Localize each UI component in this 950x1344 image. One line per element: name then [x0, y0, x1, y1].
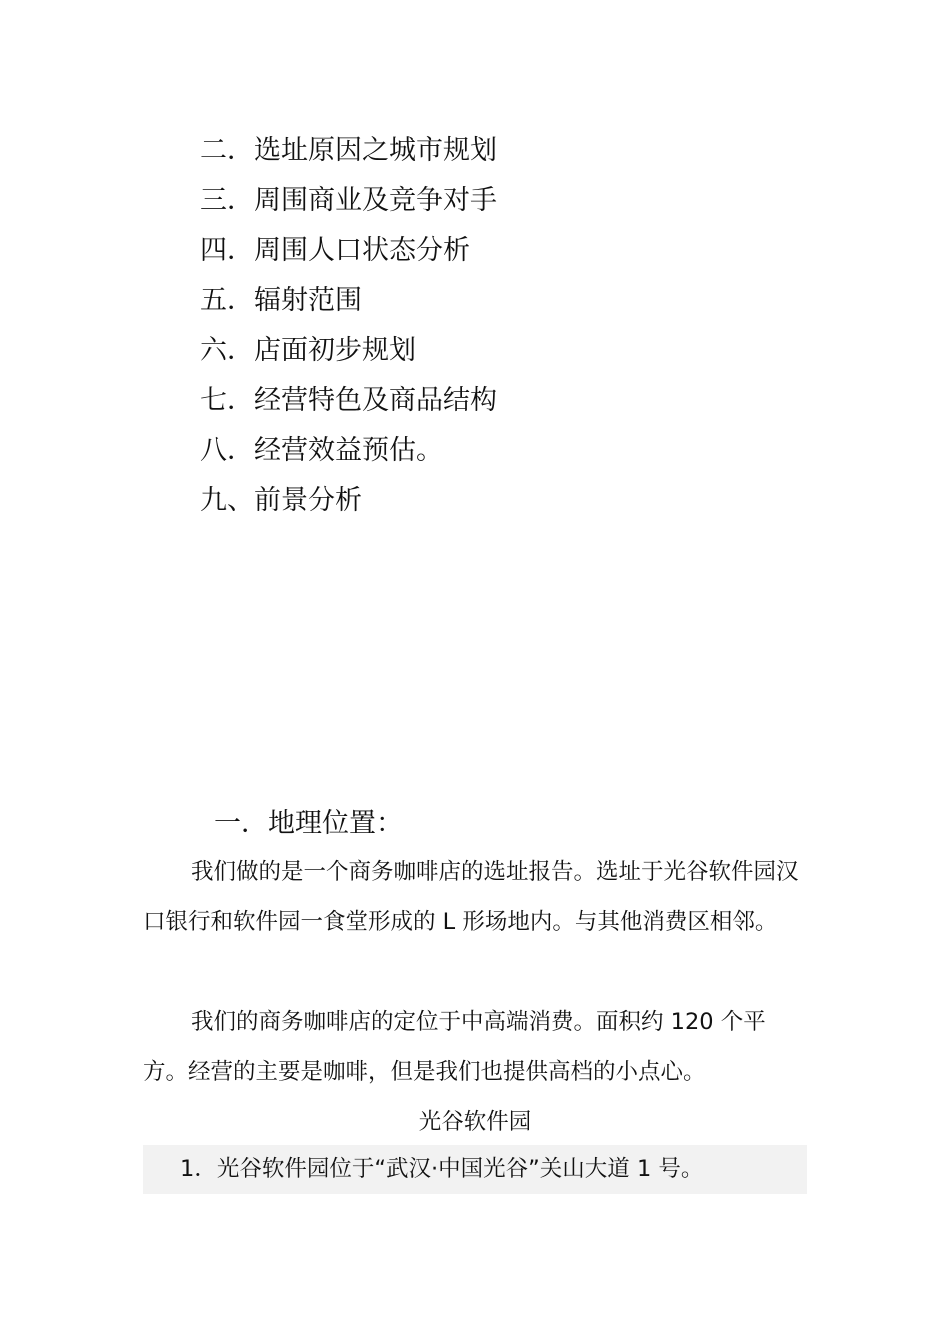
toc-item: 九、前景分析: [200, 485, 362, 516]
body-paragraph: 我们做的是一个商务咖啡店的选址报告。选址于光谷软件园汉口银行和软件园一食堂形成的 L 形场地内。与其他消费区相邻。: [143, 859, 799, 935]
body-paragraph: 我们的商务咖啡店的定位于中高端消费。面积约 120 个平方。经营的主要是咖啡，但是我们也提供高档的小点心。: [143, 1009, 766, 1085]
numbered-list-item: [143, 1145, 807, 1194]
section-heading: 一．地理位置：: [214, 808, 403, 839]
toc-item: 六．店面初步规划: [200, 335, 416, 366]
toc-item: 八．经营效益预估。: [200, 435, 443, 466]
list-item-number: 1．: [180, 1156, 217, 1182]
toc-item: 四．周围人口状态分析: [200, 235, 470, 266]
toc-item: 三．周围商业及竞争对手: [200, 185, 497, 216]
table-of-contents: [200, 126, 497, 526]
list-item-text: 光谷软件园位于“武汉·中国光谷”关山大道 1 号。: [216, 1156, 704, 1182]
toc-item: 二．选址原因之城市规划: [200, 135, 497, 166]
toc-item: 七．经营特色及商品结构: [200, 385, 497, 416]
caption-title: 光谷软件园: [418, 1109, 532, 1135]
toc-item: 五．辐射范围: [200, 285, 362, 316]
